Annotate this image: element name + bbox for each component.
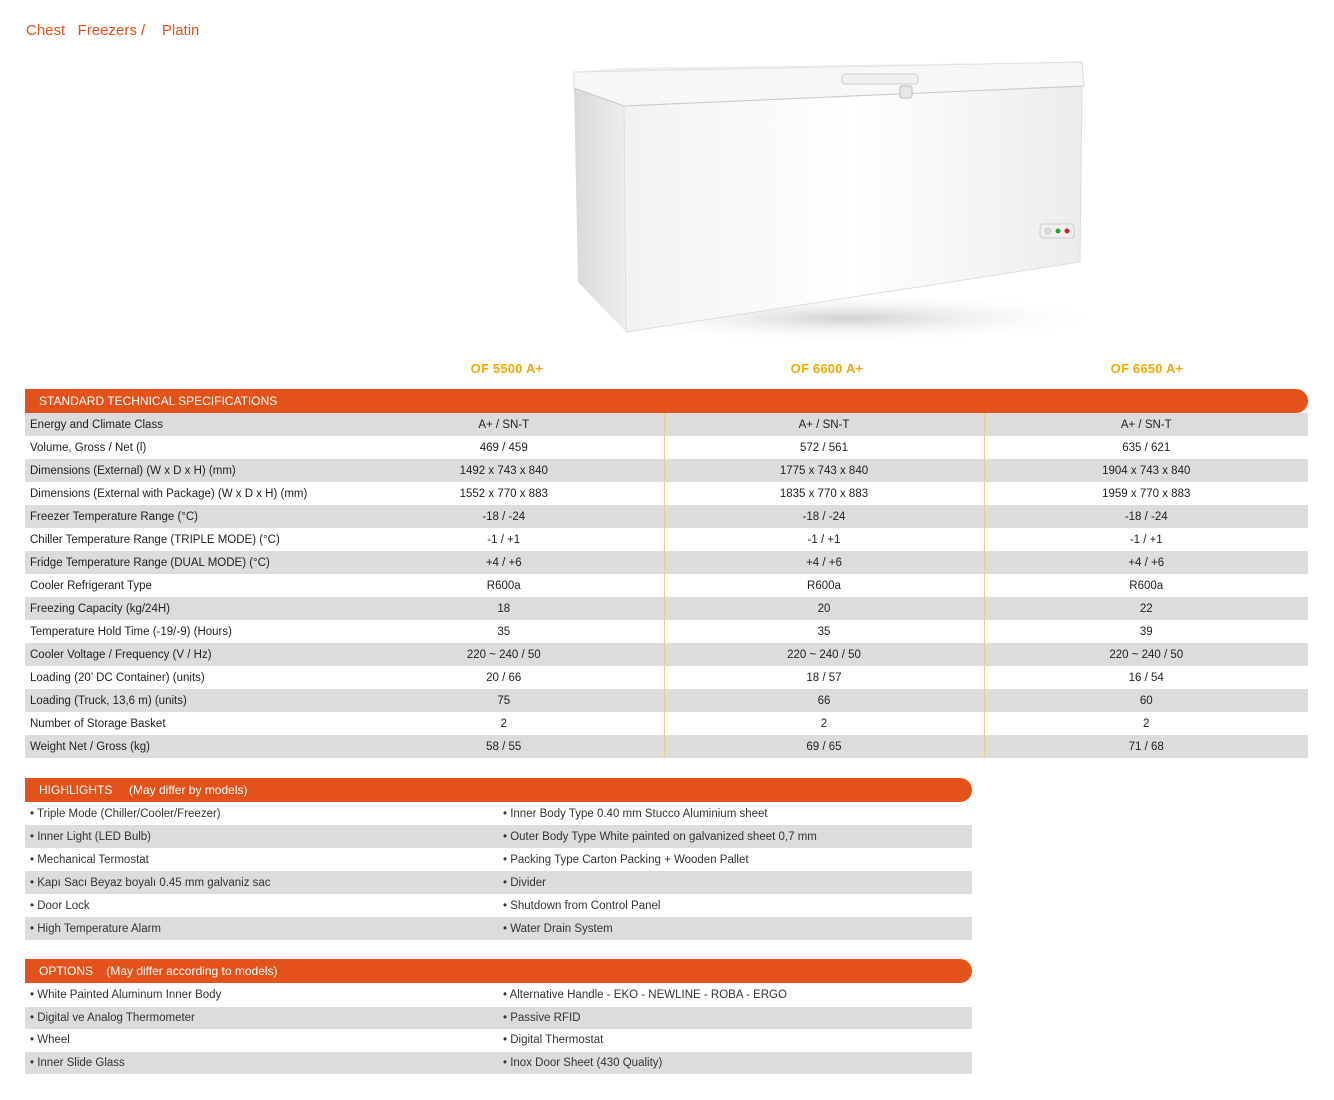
list-item: • White Painted Aluminum Inner Body [25, 984, 498, 1007]
spec-value: +4 / +6 [984, 551, 1308, 574]
options-section-header: OPTIONS (May differ according to models) [25, 959, 972, 983]
spec-table [25, 413, 1308, 758]
spec-value: +4 / +6 [344, 551, 664, 574]
spec-label: Number of Storage Basket [25, 712, 344, 735]
spec-value: 18 [344, 597, 664, 620]
spec-value: -18 / -24 [664, 505, 984, 528]
list-item: • Door Lock [25, 894, 498, 917]
spec-label: Cooler Voltage / Frequency (V / Hz) [25, 643, 344, 666]
list-item: • Kapı Sacı Beyaz boyalı 0.45 mm galvaniz sac [25, 871, 498, 894]
spec-value: 58 / 55 [344, 735, 664, 758]
model-name: OF 5500 A+ [470, 361, 544, 376]
spec-row [25, 666, 1308, 689]
list-row [25, 894, 972, 917]
spec-row [25, 413, 1308, 436]
options-table [25, 984, 972, 1074]
spec-value: R600a [344, 574, 664, 597]
list-row [25, 1007, 972, 1030]
spec-label: Weight Net / Gross (kg) [25, 735, 344, 758]
spec-value: 20 / 66 [344, 666, 664, 689]
spec-label: Freezing Capacity (kg/24H) [25, 597, 344, 620]
spec-value: -18 / -24 [984, 505, 1308, 528]
spec-label: Dimensions (External) (W x D x H) (mm) [25, 459, 344, 482]
list-item: • High Temperature Alarm [25, 917, 498, 940]
breadcrumb: Chest Freezers / Platin [26, 22, 200, 39]
spec-value: 1835 x 770 x 883 [664, 482, 984, 505]
list-item: • Inner Light (LED Bulb) [25, 825, 498, 848]
list-item: • Shutdown from Control Panel [498, 894, 972, 917]
spec-value: A+ / SN-T [984, 413, 1308, 436]
spec-row [25, 528, 1308, 551]
spec-value: 220 ~ 240 / 50 [344, 643, 664, 666]
spec-label: Energy and Climate Class [25, 413, 344, 436]
spec-value: 2 [664, 712, 984, 735]
spec-label: Dimensions (External with Package) (W x D x H) (mm) [25, 482, 344, 505]
spec-row [25, 597, 1308, 620]
spec-value: 572 / 561 [664, 436, 984, 459]
spec-label: Loading (20’ DC Container) (units) [25, 666, 344, 689]
spec-value: 2 [984, 712, 1308, 735]
spec-value: 220 ~ 240 / 50 [984, 643, 1308, 666]
highlights-table [25, 802, 972, 940]
spec-label: Loading (Truck, 13,6 m) (units) [25, 689, 344, 712]
spec-value: 1904 x 743 x 840 [984, 459, 1308, 482]
spec-value: -18 / -24 [344, 505, 664, 528]
spec-row [25, 551, 1308, 574]
spec-value: A+ / SN-T [344, 413, 664, 436]
spec-row [25, 436, 1308, 459]
list-row [25, 984, 972, 1007]
spec-label: Cooler Refrigerant Type [25, 574, 344, 597]
spec-label: Fridge Temperature Range (DUAL MODE) (°C) [25, 551, 344, 574]
spec-value: 60 [984, 689, 1308, 712]
list-item: • Packing Type Carton Packing + Wooden Pallet [498, 848, 972, 871]
spec-value: 1959 x 770 x 883 [984, 482, 1308, 505]
list-row [25, 825, 972, 848]
model-headers [0, 361, 1334, 379]
spec-value: 18 / 57 [664, 666, 984, 689]
spec-value: -1 / +1 [984, 528, 1308, 551]
spec-row [25, 620, 1308, 643]
spec-value: 1775 x 743 x 840 [664, 459, 984, 482]
list-item: • Digital ve Analog Thermometer [25, 1007, 498, 1030]
spec-value: 69 / 65 [664, 735, 984, 758]
spec-value: 16 / 54 [984, 666, 1308, 689]
spec-label: Volume, Gross / Net (l) [25, 436, 344, 459]
list-item: • Water Drain System [498, 917, 972, 940]
spec-value: 39 [984, 620, 1308, 643]
spec-row [25, 712, 1308, 735]
spec-value: 35 [344, 620, 664, 643]
list-item: • Wheel [25, 1029, 498, 1052]
spec-row [25, 482, 1308, 505]
list-item: • Alternative Handle - EKO - NEWLINE - ROBA - ERGO [498, 984, 972, 1007]
list-item: • Inner Body Type 0.40 mm Stucco Aluminium sheet [498, 802, 972, 825]
model-name: OF 6600 A+ [790, 361, 864, 376]
list-item: • Divider [498, 871, 972, 894]
spec-value: 1492 x 743 x 840 [344, 459, 664, 482]
spec-row [25, 459, 1308, 482]
spec-value: 220 ~ 240 / 50 [664, 643, 984, 666]
spec-value: 635 / 621 [984, 436, 1308, 459]
list-row [25, 1052, 972, 1075]
spec-value: R600a [664, 574, 984, 597]
spec-value: +4 / +6 [664, 551, 984, 574]
list-row [25, 848, 972, 871]
list-row [25, 917, 972, 940]
list-row [25, 1029, 972, 1052]
spec-value: 469 / 459 [344, 436, 664, 459]
highlights-section-header: HIGHLIGHTS (May differ by models) [25, 778, 972, 802]
spec-value: 1552 x 770 x 883 [344, 482, 664, 505]
spec-row [25, 689, 1308, 712]
list-item: • Inox Door Sheet (430 Quality) [498, 1052, 972, 1075]
spec-value: 75 [344, 689, 664, 712]
spec-row [25, 643, 1308, 666]
chest-freezer-image [560, 50, 1090, 350]
spec-value: -1 / +1 [344, 528, 664, 551]
model-name: OF 6650 A+ [1110, 361, 1184, 376]
spec-label: Temperature Hold Time (-19/-9) (Hours) [25, 620, 344, 643]
spec-row [25, 505, 1308, 528]
list-item: • Digital Thermostat [498, 1029, 972, 1052]
spec-value: 35 [664, 620, 984, 643]
spec-value: 22 [984, 597, 1308, 620]
spec-value: -1 / +1 [664, 528, 984, 551]
spec-section-header: STANDARD TECHNICAL SPECIFICATIONS [25, 389, 1308, 413]
list-row [25, 871, 972, 894]
list-item: • Triple Mode (Chiller/Cooler/Freezer) [25, 802, 498, 825]
spec-label: Freezer Temperature Range (°C) [25, 505, 344, 528]
list-item: • Outer Body Type White painted on galvanized sheet 0,7 mm [498, 825, 972, 848]
list-item: • Passive RFID [498, 1007, 972, 1030]
list-row [25, 802, 972, 825]
spec-value: 20 [664, 597, 984, 620]
spec-value: A+ / SN-T [664, 413, 984, 436]
spec-label: Chiller Temperature Range (TRIPLE MODE) (°C) [25, 528, 344, 551]
spec-value: 2 [344, 712, 664, 735]
spec-value: R600a [984, 574, 1308, 597]
list-item: • Inner Slide Glass [25, 1052, 498, 1075]
spec-row [25, 735, 1308, 758]
spec-value: 66 [664, 689, 984, 712]
spec-row [25, 574, 1308, 597]
list-item: • Mechanical Termostat [25, 848, 498, 871]
spec-value: 71 / 68 [984, 735, 1308, 758]
